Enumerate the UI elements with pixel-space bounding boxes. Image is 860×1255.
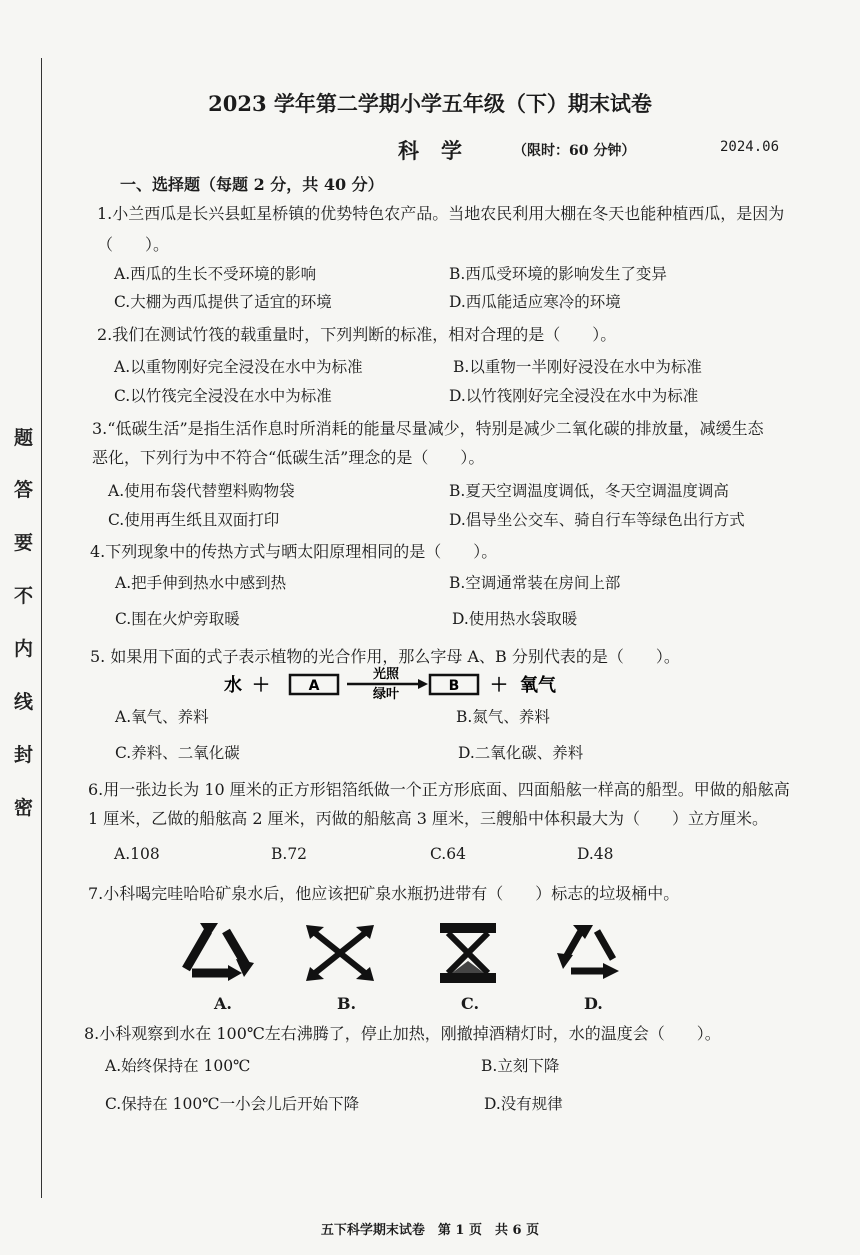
margin-char: 题	[14, 427, 34, 449]
formula-plus-2: ＋	[490, 675, 508, 696]
recycle-triangle-icon	[178, 923, 256, 981]
question-8: 8.小科观察到水在 100℃左右沸腾了，停止加热，刚撤掉酒精灯时，水的温度会（ ）。	[84, 1024, 721, 1043]
question-1-line-2: （ ）。	[97, 235, 170, 254]
margin-char: 封	[14, 744, 34, 766]
formula-b-label: B	[448, 678, 460, 694]
margin-char: 要	[14, 532, 34, 554]
subject-name: 科学	[398, 138, 484, 163]
crossed-arrows-icon	[306, 925, 374, 981]
option-8d: D.没有规律	[484, 1095, 563, 1113]
question-3-line-2: 恶化，下列行为中不符合“低碳生活”理念的是（ ）。	[92, 448, 485, 467]
option-3d: D.倡导坐公交车、骑自行车等绿色出行方式	[449, 511, 745, 529]
recycle-arrows-icon	[555, 921, 623, 981]
question-6-line-2: 1 厘米，乙做的船舷高 2 厘米，丙做的船舷高 3 厘米，三艘船中体积最大为（ ）立方厘米。	[88, 809, 768, 828]
option-3c: C.使用再生纸且双面打印	[108, 511, 280, 529]
option-1a: A.西瓜的生长不受环境的影响	[114, 265, 317, 283]
option-7a: A.	[214, 994, 232, 1013]
option-5a: A.氧气、养料	[115, 708, 209, 726]
binding-line	[41, 58, 42, 1198]
margin-char: 内	[14, 638, 34, 660]
option-3b: B.夏天空调温度调低，冬天空调温度调高	[449, 482, 729, 500]
option-5c: C.养料、二氧化碳	[115, 744, 240, 762]
option-4d: D.使用热水袋取暖	[452, 610, 578, 628]
option-4a: A.把手伸到热水中感到热	[115, 574, 287, 592]
section-title: 一、选择题（每题 2 分，共 40 分）	[120, 175, 384, 194]
question-6-line-1: 6.用一张边长为 10 厘米的正方形铝箔纸做一个正方形底面、四面船舷一样高的船型。甲做的船舷高	[88, 780, 790, 799]
time-limit: （限时：60 分钟）	[513, 143, 636, 159]
hourglass-icon	[438, 921, 498, 985]
formula-water: 水	[224, 675, 242, 696]
question-2: 2.我们在测试竹筏的载重量时，下列判断的标准，相对合理的是（ ）。	[97, 325, 617, 344]
question-5: 5. 如果用下面的式子表示植物的光合作用，那么字母 A、B 分别代表的是（ ）。	[90, 647, 680, 666]
formula-a-label: A	[308, 678, 320, 694]
question-4: 4.下列现象中的传热方式与晒太阳原理相同的是（ ）。	[90, 542, 498, 561]
formula-arrowhead	[418, 679, 428, 689]
page-footer: 五下科学期末试卷 第 1 页 共 6 页	[320, 1223, 540, 1238]
option-7b: B.	[337, 994, 357, 1013]
option-6a: A.108	[114, 845, 160, 863]
formula-oxygen: 氧气	[520, 675, 556, 696]
option-5d: D.二氧化碳、养料	[458, 744, 584, 762]
margin-char: 不	[14, 585, 34, 607]
formula-light: 光照	[372, 667, 400, 682]
option-5b: B.氮气、养料	[456, 708, 550, 726]
option-2b: B.以重物一半刚好浸没在水中为标准	[453, 358, 702, 376]
option-8c: C.保持在 100℃一小会儿后开始下降	[105, 1095, 360, 1113]
exam-title: 2023 学年第二学期小学五年级（下）期末试卷	[208, 91, 652, 116]
option-4c: C.围在火炉旁取暖	[115, 610, 240, 628]
margin-char: 线	[14, 691, 34, 713]
exam-date: 2024.06	[720, 139, 780, 155]
margin-char: 密	[14, 797, 34, 819]
option-1b: B.西瓜受环境的影响发生了变异	[449, 265, 667, 283]
option-1c: C.大棚为西瓜提供了适宜的环境	[114, 293, 332, 311]
option-2a: A.以重物刚好完全浸没在水中为标准	[114, 358, 363, 376]
option-6b: B.72	[271, 845, 308, 863]
photosynthesis-formula	[222, 666, 582, 702]
option-7d: D.	[584, 994, 603, 1013]
formula-chlorophyll: 绿叶	[372, 687, 400, 702]
option-8b: B.立刻下降	[481, 1057, 560, 1075]
question-7: 7.小科喝完哇哈哈矿泉水后，他应该把矿泉水瓶扔进带有（ ）标志的垃圾桶中。	[88, 884, 680, 903]
option-4b: B.空调通常装在房间上部	[449, 574, 621, 592]
option-2c: C.以竹筏完全浸没在水中为标准	[114, 387, 332, 405]
question-3-line-1: 3.“低碳生活”是指生活作息时所消耗的能量尽量减少，特别是减少二氧化碳的排放量，减缓生态	[92, 419, 764, 438]
formula-plus: ＋	[252, 675, 270, 696]
margin-char: 答	[14, 479, 34, 501]
option-7c: C.	[461, 994, 480, 1013]
option-6d: D.48	[577, 845, 614, 863]
question-1-line-1: 1.小兰西瓜是长兴县虹星桥镇的优势特色农产品。当地农民利用大棚在冬天也能种植西瓜，是因为	[97, 204, 785, 223]
option-3a: A.使用布袋代替塑料购物袋	[108, 482, 295, 500]
option-8a: A.始终保持在 100℃	[105, 1057, 251, 1075]
option-6c: C.64	[430, 845, 466, 863]
option-1d: D.西瓜能适应寒冷的环境	[449, 293, 621, 311]
option-2d: D.以竹筏刚好完全浸没在水中为标准	[449, 387, 699, 405]
